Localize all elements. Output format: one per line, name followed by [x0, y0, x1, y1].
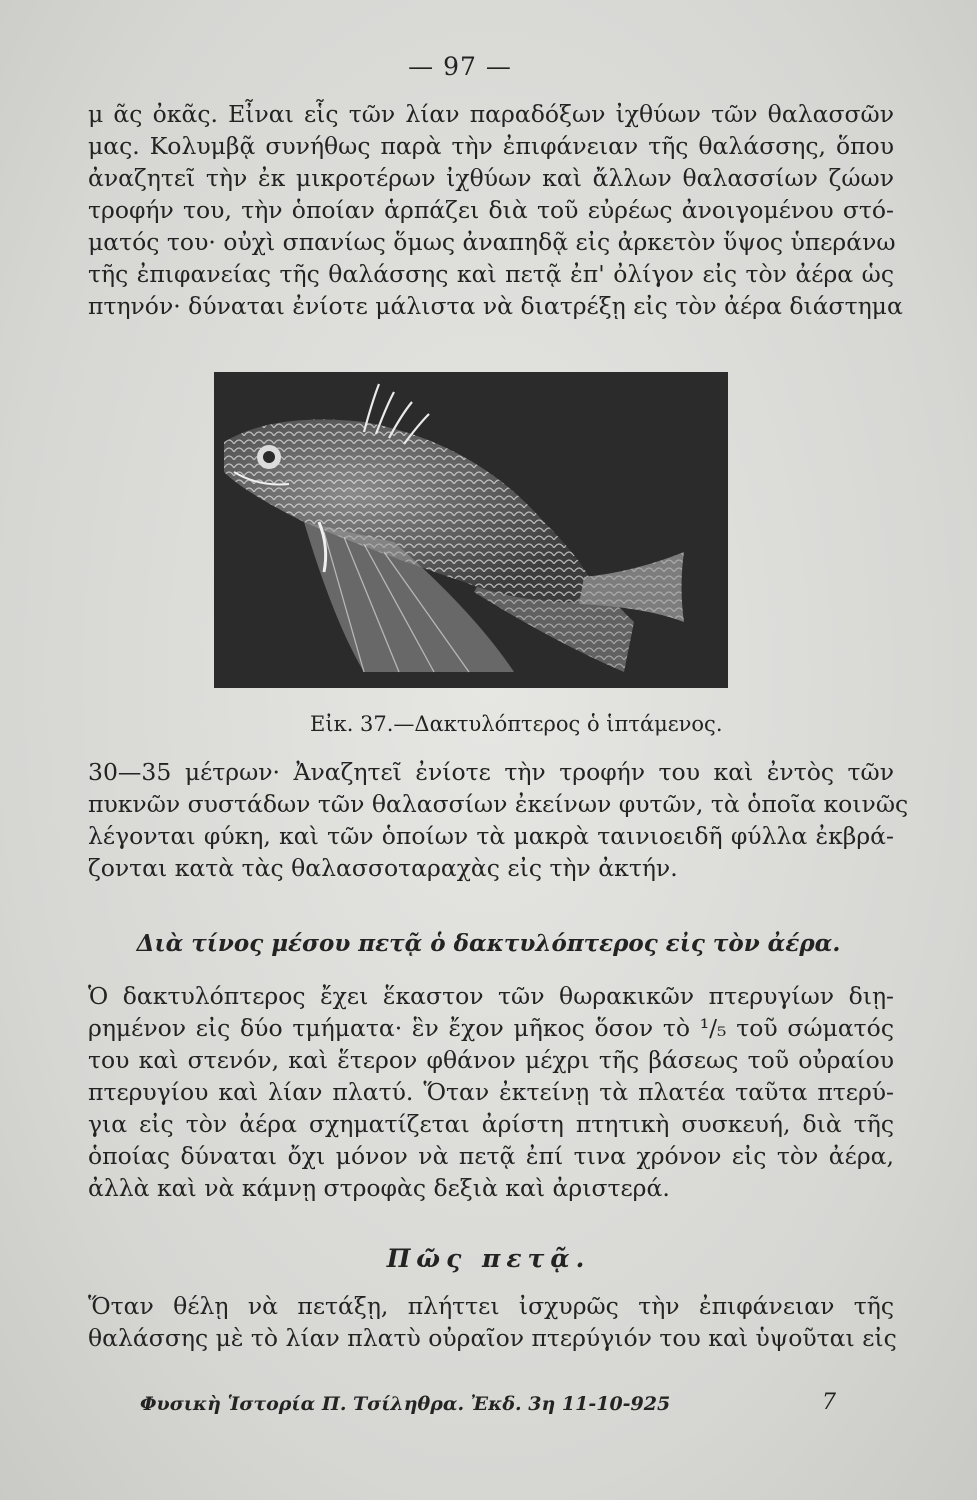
text-line: πτηνόν· δύναται ἐνίοτε μάλιστα νὰ διατρέξῃ εἰς τὸν ἀέρα διάστημα: [88, 292, 903, 320]
section-heading-how-it-flies: Πῶς πετᾷ.: [386, 1244, 591, 1273]
text-line: ὁποίας δύναται ὄχι μόνον νὰ πετᾷ ἐπί τινα χρόνον εἰς τὸν ἀέρα,: [88, 1142, 894, 1170]
text-line: μ ᾶς ὀκᾶς. Εἶναι εἷς τῶν λίαν παραδόξων ἰχθύων τῶν θαλασσῶν: [88, 100, 894, 128]
text-line: μας. Κολυμβᾷ συνήθως παρὰ τὴν ἐπιφάνειαν τῆς θαλάσσης, ὅπου: [88, 132, 894, 160]
signature-number: 7: [822, 1390, 836, 1415]
text-line: ματός του· οὐχὶ σπανίως ὅμως ἀναπηδᾷ εἰς ἀρκετὸν ὕψος ὑπεράνω: [88, 228, 896, 256]
text-line: ἀναζητεῖ τὴν ἐκ μικροτέρων ἰχθύων καὶ ἄλλων θαλασσίων ζώων: [88, 164, 894, 192]
text-line: ζονται κατὰ τὰς θαλασσοταραχὰς εἰς τὴν ἀκτήν.: [88, 854, 678, 882]
figure-caption: Εἰκ. 37.—Δακτυλόπτερος ὁ ἱπτάμενος.: [310, 712, 723, 736]
text-line: του καὶ στενόν, καὶ ἕτερον φθάνον μέχρι τῆς βάσεως τοῦ οὐραίου: [88, 1046, 894, 1074]
text-line: πτερυγίου καὶ λίαν πλατύ. Ὅταν ἐκτείνῃ τὰ πλατέα ταῦτα πτερύ-: [88, 1078, 894, 1106]
flying-gurnard-illustration: [214, 372, 728, 688]
text-line: πυκνῶν συστάδων τῶν θαλασσίων ἐκείνων φυτῶν, τὰ ὁποῖα κοινῶς: [88, 790, 909, 818]
text-line: Ὁ δακτυλόπτερος ἔχει ἕκαστον τῶν θωρακικῶν πτερυγίων διῃ-: [88, 982, 894, 1010]
fish-drawing: [214, 372, 728, 688]
page-number: — 97 —: [408, 52, 512, 81]
paragraph-4: [88, 1290, 897, 1354]
text-line: θαλάσσης μὲ τὸ λίαν πλατὺ οὐραῖον πτερύγιόν του καὶ ὑψοῦται εἰς: [88, 1324, 897, 1352]
section-heading-flight-means: Διὰ τίνος μέσου πετᾷ ὁ δακτυλόπτερος εἰς τὸν ἀέρα.: [136, 930, 841, 957]
paragraph-3: [88, 980, 894, 1204]
text-line: ἀλλὰ καὶ νὰ κάμνῃ στροφὰς δεξιὰ καὶ ἀριστερά.: [88, 1174, 670, 1202]
text-line: ρημένον εἰς δύο τμήματα· ἓν ἔχον μῆκος ὅσον τὸ ¹/₅ τοῦ σώματός: [88, 1014, 894, 1042]
page-footer: Φυσικὴ Ἱστορία Π. Τσίληθρα. Ἐκδ. 3η 11-10-925: [140, 1393, 671, 1415]
text-line: Ὅταν θέλῃ νὰ πετάξῃ, πλήττει ἰσχυρῶς τὴν ἐπιφάνειαν τῆς: [88, 1292, 894, 1320]
text-line: τῆς ἐπιφανείας τῆς θαλάσσης καὶ πετᾷ ἐπ' ὀλίγον εἰς τὸν ἀέρα ὡς: [88, 260, 894, 288]
text-line: 30—35 μέτρων· Ἀναζητεῖ ἐνίοτε τὴν τροφήν του καὶ ἐντὸς τῶν: [88, 758, 894, 786]
paragraph-1: [88, 98, 903, 322]
paragraph-2: [88, 756, 909, 884]
text-line: για εἰς τὸν ἀέρα σχηματίζεται ἀρίστη πτητικὴ συσκευή, διὰ τῆς: [88, 1110, 894, 1138]
text-line: τροφήν του, τὴν ὁποίαν ἁρπάζει διὰ τοῦ εὐρέως ἀνοιγομένου στό-: [88, 196, 894, 224]
text-line: λέγονται φύκη, καὶ τῶν ὁποίων τὰ μακρὰ ταινιοειδῆ φύλλα ἐκβρά-: [88, 822, 894, 850]
